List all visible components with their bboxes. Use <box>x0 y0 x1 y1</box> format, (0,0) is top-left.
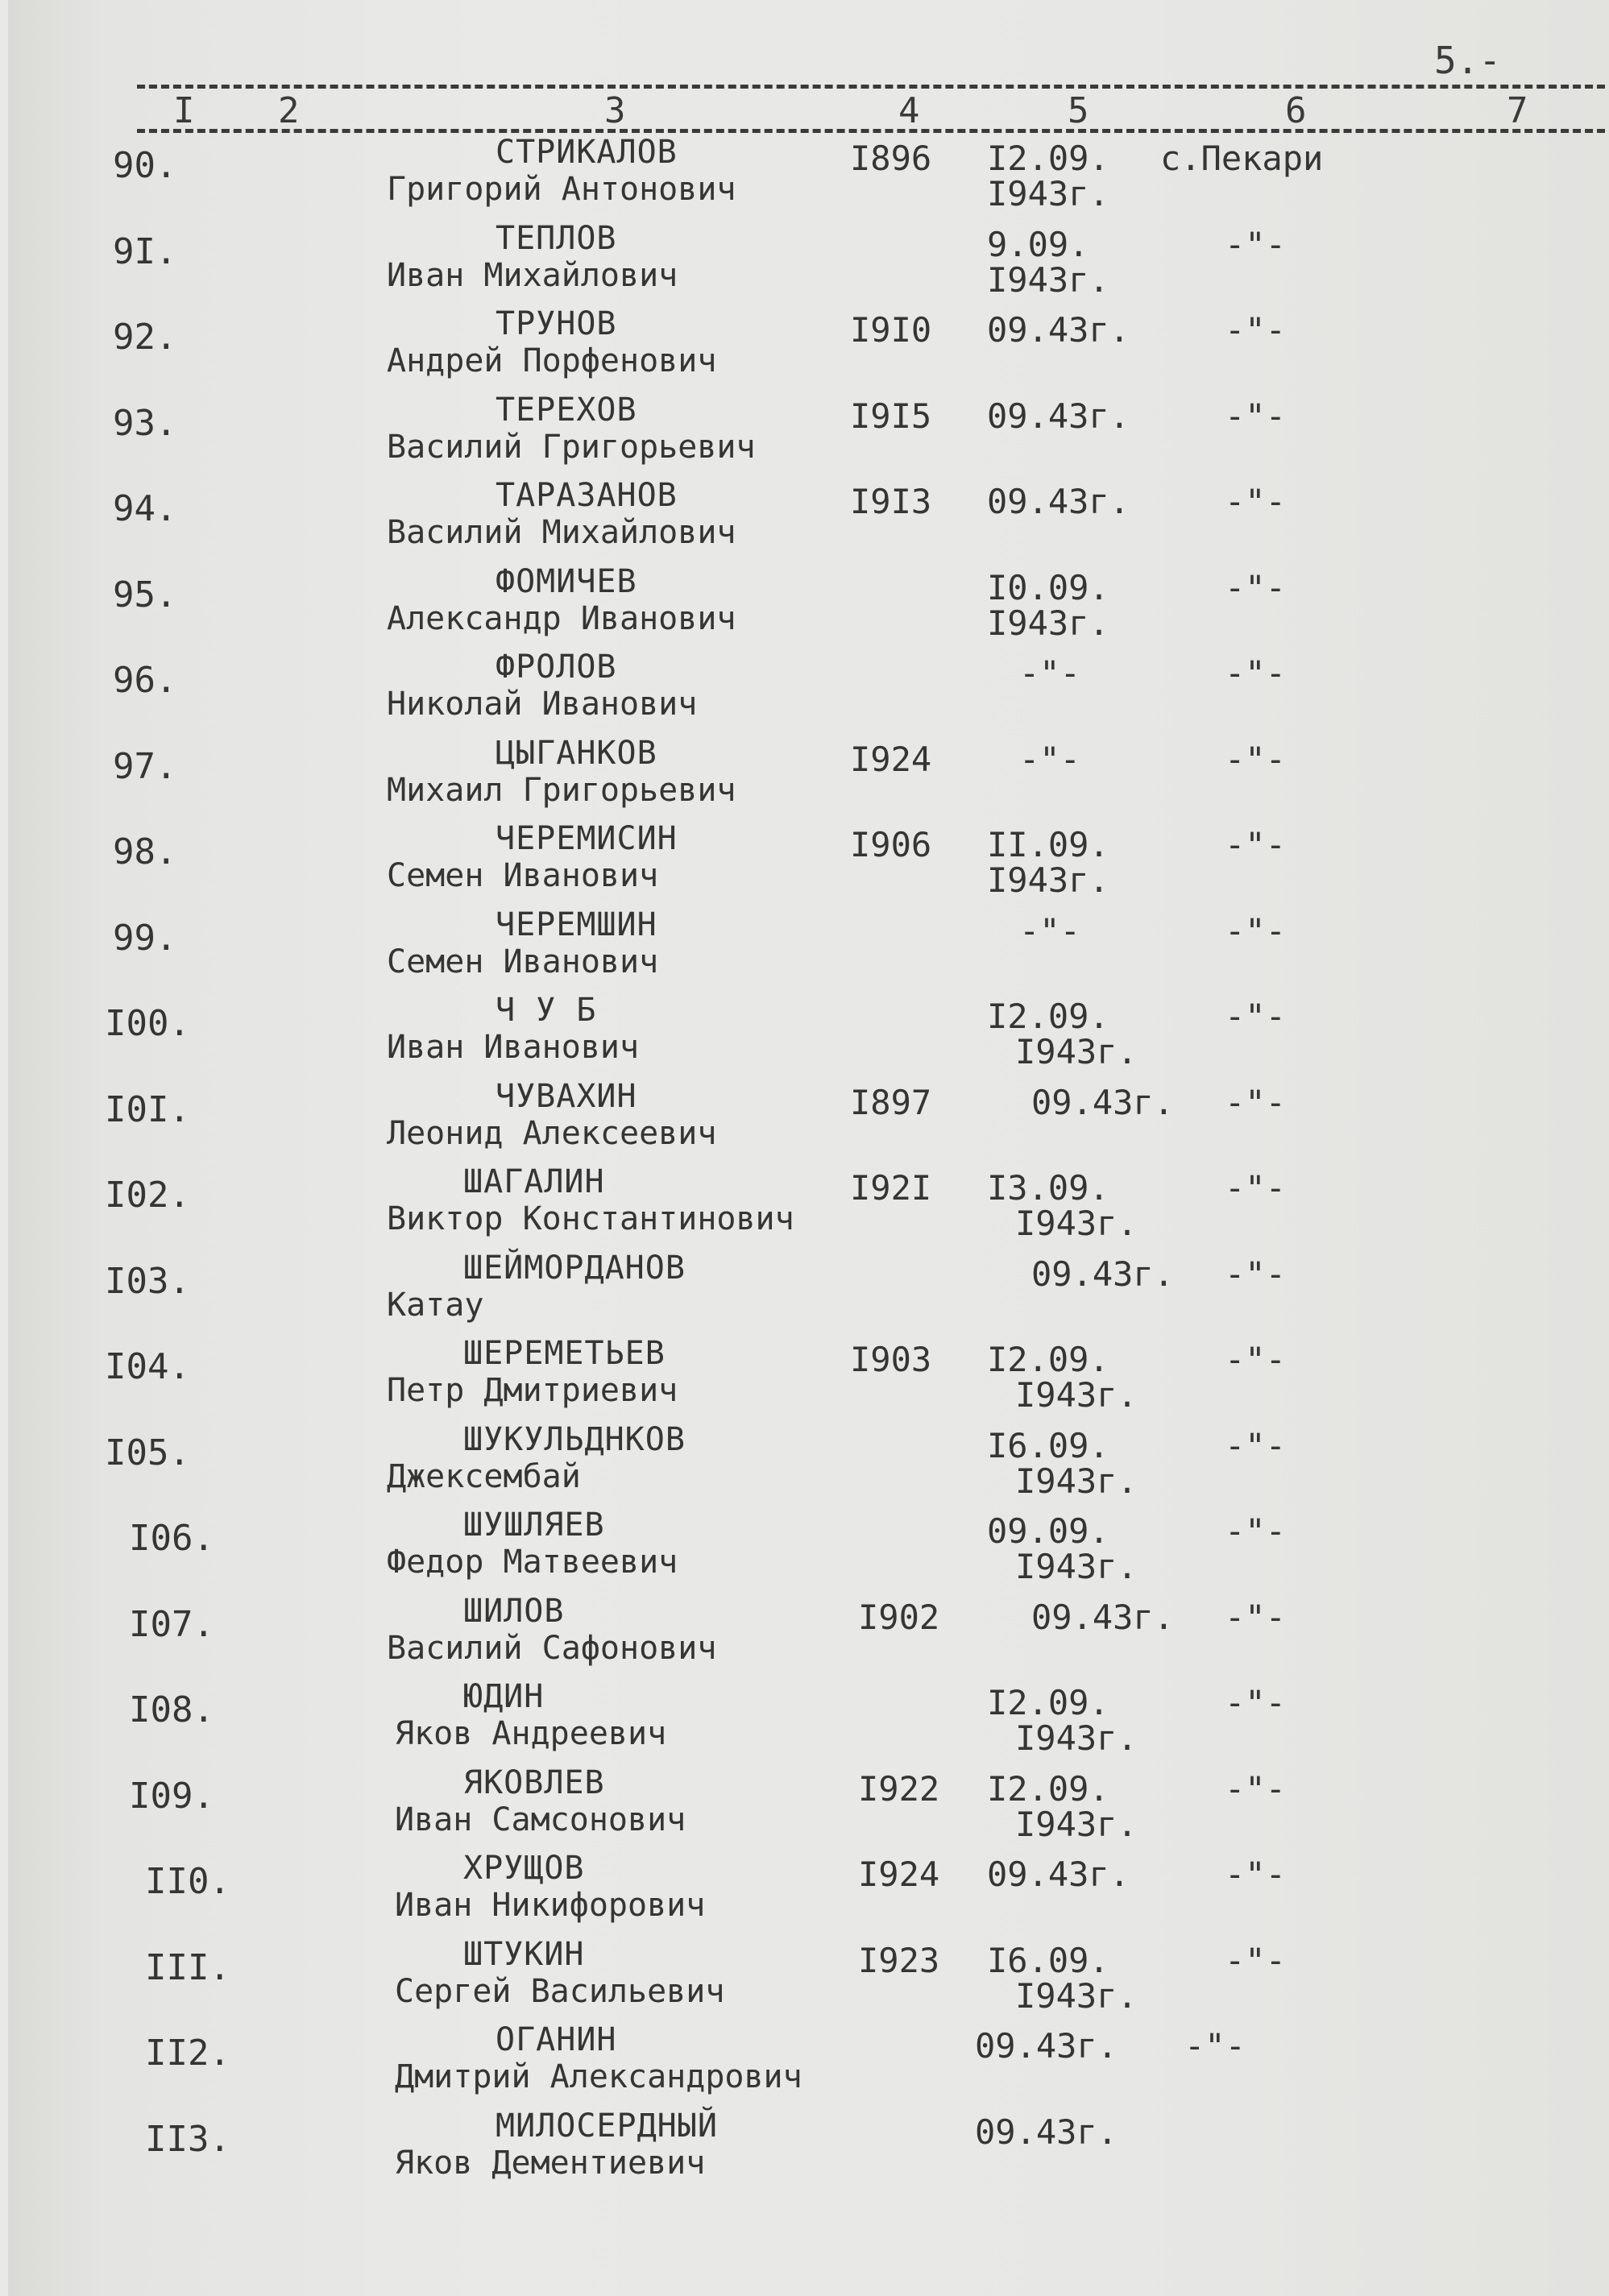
record-number: I09. <box>129 1775 214 1817</box>
record-date: I6.09. <box>987 1425 1109 1465</box>
column-number-2: 2 <box>278 90 300 131</box>
record-place: -"- <box>1225 1340 1286 1379</box>
record-number: I07. <box>129 1603 214 1645</box>
record-date-year: I943г. <box>987 174 1109 213</box>
list-item <box>8 1678 1609 1776</box>
record-place: -"- <box>1225 1940 1286 1980</box>
record-date: I6.09. <box>987 1940 1109 1980</box>
record-birth-year: I92I <box>850 1168 932 1208</box>
record-given-name: Иван Никифорович <box>395 1887 706 1924</box>
record-number: III. <box>145 1946 230 1988</box>
record-surname: Ч У Б <box>496 992 597 1029</box>
record-surname: ШИЛОВ <box>463 1592 565 1630</box>
record-number: II3. <box>145 2118 230 2160</box>
record-date: 09.43г. <box>975 2112 1118 2152</box>
record-number: I04. <box>105 1346 190 1387</box>
record-number: I02. <box>105 1175 190 1216</box>
record-given-name: Петр Дмитриевич <box>387 1372 678 1409</box>
record-given-name: Семен Иванович <box>387 943 659 980</box>
record-given-name: Василий Сафонович <box>387 1629 717 1667</box>
record-surname: ТЕПЛОВ <box>496 219 617 257</box>
record-birth-year: I896 <box>850 139 932 178</box>
list-item <box>8 1077 1609 1176</box>
record-place: -"- <box>1225 1855 1286 1894</box>
record-surname: СТРИКАЛОВ <box>496 134 678 171</box>
list-item <box>8 1763 1609 1863</box>
record-number: 98. <box>113 831 177 872</box>
record-birth-year: I924 <box>858 1855 940 1894</box>
record-number: I03. <box>105 1260 190 1302</box>
record-surname: ШУКУЛЬДНКОВ <box>463 1420 686 1458</box>
record-place: -"- <box>1225 224 1286 264</box>
record-given-name: Василий Григорьевич <box>387 428 756 466</box>
list-item <box>8 734 1609 833</box>
column-number-7: 7 <box>1507 90 1528 131</box>
record-number: 95. <box>113 574 177 615</box>
record-number: 96. <box>113 660 177 701</box>
list-item <box>8 649 1609 747</box>
record-given-name: Григорий Антонович <box>387 171 736 208</box>
record-given-name: Василий Михайлович <box>387 514 736 551</box>
column-number-5: 5 <box>1068 90 1089 131</box>
record-number: 9I. <box>113 230 177 272</box>
page-number: 5.- <box>1434 39 1502 82</box>
record-given-name: Яков Дементиевич <box>395 2144 706 2182</box>
list-item <box>8 906 1609 1005</box>
record-given-name: Николай Иванович <box>387 686 698 723</box>
record-surname: МИЛОСЕРДНЫЙ <box>496 2107 718 2145</box>
record-surname: ЧУВАХИН <box>496 1077 637 1115</box>
record-birth-year: I903 <box>850 1340 932 1379</box>
record-place: -"- <box>1225 997 1286 1036</box>
record-date: I2.09. <box>987 1768 1109 1809</box>
record-date: 09.43г. <box>987 1855 1130 1894</box>
record-number: 92. <box>113 317 177 358</box>
record-date: 09.43г. <box>1031 1082 1175 1122</box>
record-number: I06. <box>129 1518 214 1559</box>
record-place: -"- <box>1225 1425 1286 1465</box>
record-date-year: I943г. <box>1015 1718 1138 1758</box>
record-place: -"- <box>1225 1511 1286 1551</box>
record-given-name: Иван Михайлович <box>387 256 678 294</box>
record-date-year: I943г. <box>1015 1975 1138 2016</box>
list-item <box>8 391 1609 490</box>
record-surname: ФРОЛОВ <box>496 649 617 686</box>
record-number: 94. <box>113 488 177 529</box>
record-given-name: Джексембай <box>387 1457 581 1495</box>
record-date-year: I943г. <box>987 603 1109 643</box>
record-place: -"- <box>1225 482 1286 521</box>
record-birth-year: I897 <box>850 1082 932 1122</box>
record-surname: ЦЫГАНКОВ <box>496 734 657 772</box>
record-surname: ФОМИЧЕВ <box>496 562 637 600</box>
record-date: 09.43г. <box>1031 1254 1175 1294</box>
record-given-name: Катау <box>387 1286 484 1324</box>
record-date-year: I943г. <box>1015 1204 1138 1243</box>
record-surname: ШУШЛЯЕВ <box>463 1506 605 1544</box>
list-item <box>8 992 1609 1090</box>
list-item <box>8 1335 1609 1433</box>
record-surname: ЮДИН <box>463 1678 545 1715</box>
record-number: I08. <box>129 1689 214 1730</box>
record-place: с.Пекари <box>1160 139 1324 178</box>
record-place: -"- <box>1225 396 1286 436</box>
record-place: -"- <box>1225 1683 1286 1722</box>
record-number: I00. <box>105 1003 190 1044</box>
record-birth-year: I906 <box>850 825 932 864</box>
record-date-year: I943г. <box>1015 1547 1138 1586</box>
record-date: 09.09. <box>987 1511 1109 1551</box>
record-place: -"- <box>1225 739 1286 779</box>
record-place: -"- <box>1184 2026 1246 2066</box>
record-date: I2.09. <box>987 1683 1109 1722</box>
record-place: -"- <box>1225 910 1286 951</box>
record-given-name: Александр Иванович <box>387 599 736 637</box>
column-number-1: I <box>173 90 195 131</box>
record-given-name: Леонид Алексеевич <box>387 1114 717 1152</box>
record-date: II.09. <box>987 825 1109 864</box>
record-surname: ТРУНОВ <box>496 305 617 342</box>
list-item <box>8 134 1609 232</box>
record-number: II0. <box>145 1861 230 1902</box>
record-date: 09.43г. <box>975 2026 1118 2066</box>
list-item <box>8 1850 1609 1948</box>
record-date: I2.09. <box>987 139 1109 178</box>
record-date: -"- <box>1019 739 1080 779</box>
record-surname: ЯКОВЛЕВ <box>463 1763 605 1801</box>
list-item <box>8 1163 1609 1262</box>
record-date: 09.43г. <box>987 396 1130 436</box>
record-surname: ШТУКИН <box>463 1935 585 1973</box>
record-given-name: Семен Иванович <box>387 857 659 894</box>
record-given-name: Андрей Порфенович <box>387 342 717 379</box>
document-sheet <box>8 0 1609 2296</box>
list-item <box>8 2021 1609 2120</box>
record-given-name: Иван Иванович <box>387 1029 640 1066</box>
record-given-name: Виктор Константинович <box>387 1200 794 1237</box>
record-number: 99. <box>113 917 177 959</box>
list-item <box>8 477 1609 575</box>
record-place: -"- <box>1225 1082 1286 1122</box>
record-place: -"- <box>1225 1597 1286 1637</box>
record-number: I0I. <box>105 1088 190 1130</box>
record-given-name: Иван Самсонович <box>395 1801 686 1838</box>
record-given-name: Дмитрий Александрович <box>395 2058 802 2095</box>
list-item <box>8 1935 1609 2034</box>
record-date: I3.09. <box>987 1168 1109 1208</box>
record-surname: ХРУЩОВ <box>463 1850 585 1887</box>
list-item <box>8 305 1609 404</box>
list-item <box>8 1592 1609 1691</box>
record-place: -"- <box>1225 310 1286 350</box>
record-given-name: Федор Матвеевич <box>387 1544 678 1581</box>
record-date: I0.09. <box>987 567 1109 607</box>
record-date-year: I943г. <box>1015 1032 1138 1071</box>
record-date-year: I943г. <box>987 860 1109 900</box>
record-date: 9.09. <box>987 224 1089 264</box>
list-item <box>8 1420 1609 1519</box>
record-date-year: I943г. <box>987 259 1109 300</box>
record-given-name: Сергей Васильевич <box>395 1972 725 2010</box>
column-number-3: 3 <box>604 90 626 131</box>
record-date: 09.43г. <box>987 310 1130 350</box>
list-item <box>8 1249 1609 1348</box>
record-place: -"- <box>1225 567 1286 607</box>
list-item <box>8 562 1609 661</box>
record-place: -"- <box>1225 1768 1286 1809</box>
record-surname: ТЕРЕХОВ <box>496 391 637 429</box>
record-number: 97. <box>113 745 177 787</box>
record-number: I05. <box>105 1432 190 1473</box>
record-birth-year: I924 <box>850 739 932 779</box>
list-item <box>8 219 1609 318</box>
record-surname: ЧЕРЕМИСИН <box>496 820 678 857</box>
record-date-year: I943г. <box>1015 1804 1138 1844</box>
record-surname: ОГАНИН <box>496 2021 617 2058</box>
record-surname: ТАРАЗАНОВ <box>496 477 678 514</box>
record-place: -"- <box>1225 1168 1286 1208</box>
list-item <box>8 2107 1609 2206</box>
record-birth-year: I922 <box>858 1768 940 1809</box>
record-date-year: I943г. <box>1015 1375 1138 1415</box>
record-date: 09.43г. <box>987 482 1130 521</box>
record-date: I2.09. <box>987 1340 1109 1379</box>
column-number-6: 6 <box>1285 90 1307 131</box>
record-place: -"- <box>1225 653 1286 693</box>
record-place: -"- <box>1225 1254 1286 1294</box>
record-date: -"- <box>1019 653 1080 693</box>
record-birth-year: I9I5 <box>850 396 932 436</box>
record-date: 09.43г. <box>1031 1597 1175 1637</box>
record-given-name: Яков Андреевич <box>395 1715 667 1752</box>
record-birth-year: I9I0 <box>850 310 932 350</box>
record-number: 90. <box>113 145 177 186</box>
record-date: I2.09. <box>987 997 1109 1036</box>
record-surname: ШАГАЛИН <box>463 1163 605 1200</box>
record-date-year: I943г. <box>1015 1461 1138 1501</box>
list-item <box>8 820 1609 918</box>
record-number: II2. <box>145 2033 230 2074</box>
list-item <box>8 1506 1609 1605</box>
record-birth-year: I9I3 <box>850 482 932 521</box>
record-surname: ЧЕРЕМШИН <box>496 906 657 943</box>
column-number-4: 4 <box>898 90 920 131</box>
record-birth-year: I902 <box>858 1597 940 1637</box>
record-number: 93. <box>113 402 177 444</box>
record-birth-year: I923 <box>858 1940 940 1980</box>
record-surname: ШЕЙМОРДАНОВ <box>463 1249 686 1287</box>
record-place: -"- <box>1225 825 1286 864</box>
record-given-name: Михаил Григорьевич <box>387 771 736 809</box>
record-surname: ШЕРЕМЕТЬЕВ <box>463 1335 666 1372</box>
record-date: -"- <box>1019 910 1080 951</box>
